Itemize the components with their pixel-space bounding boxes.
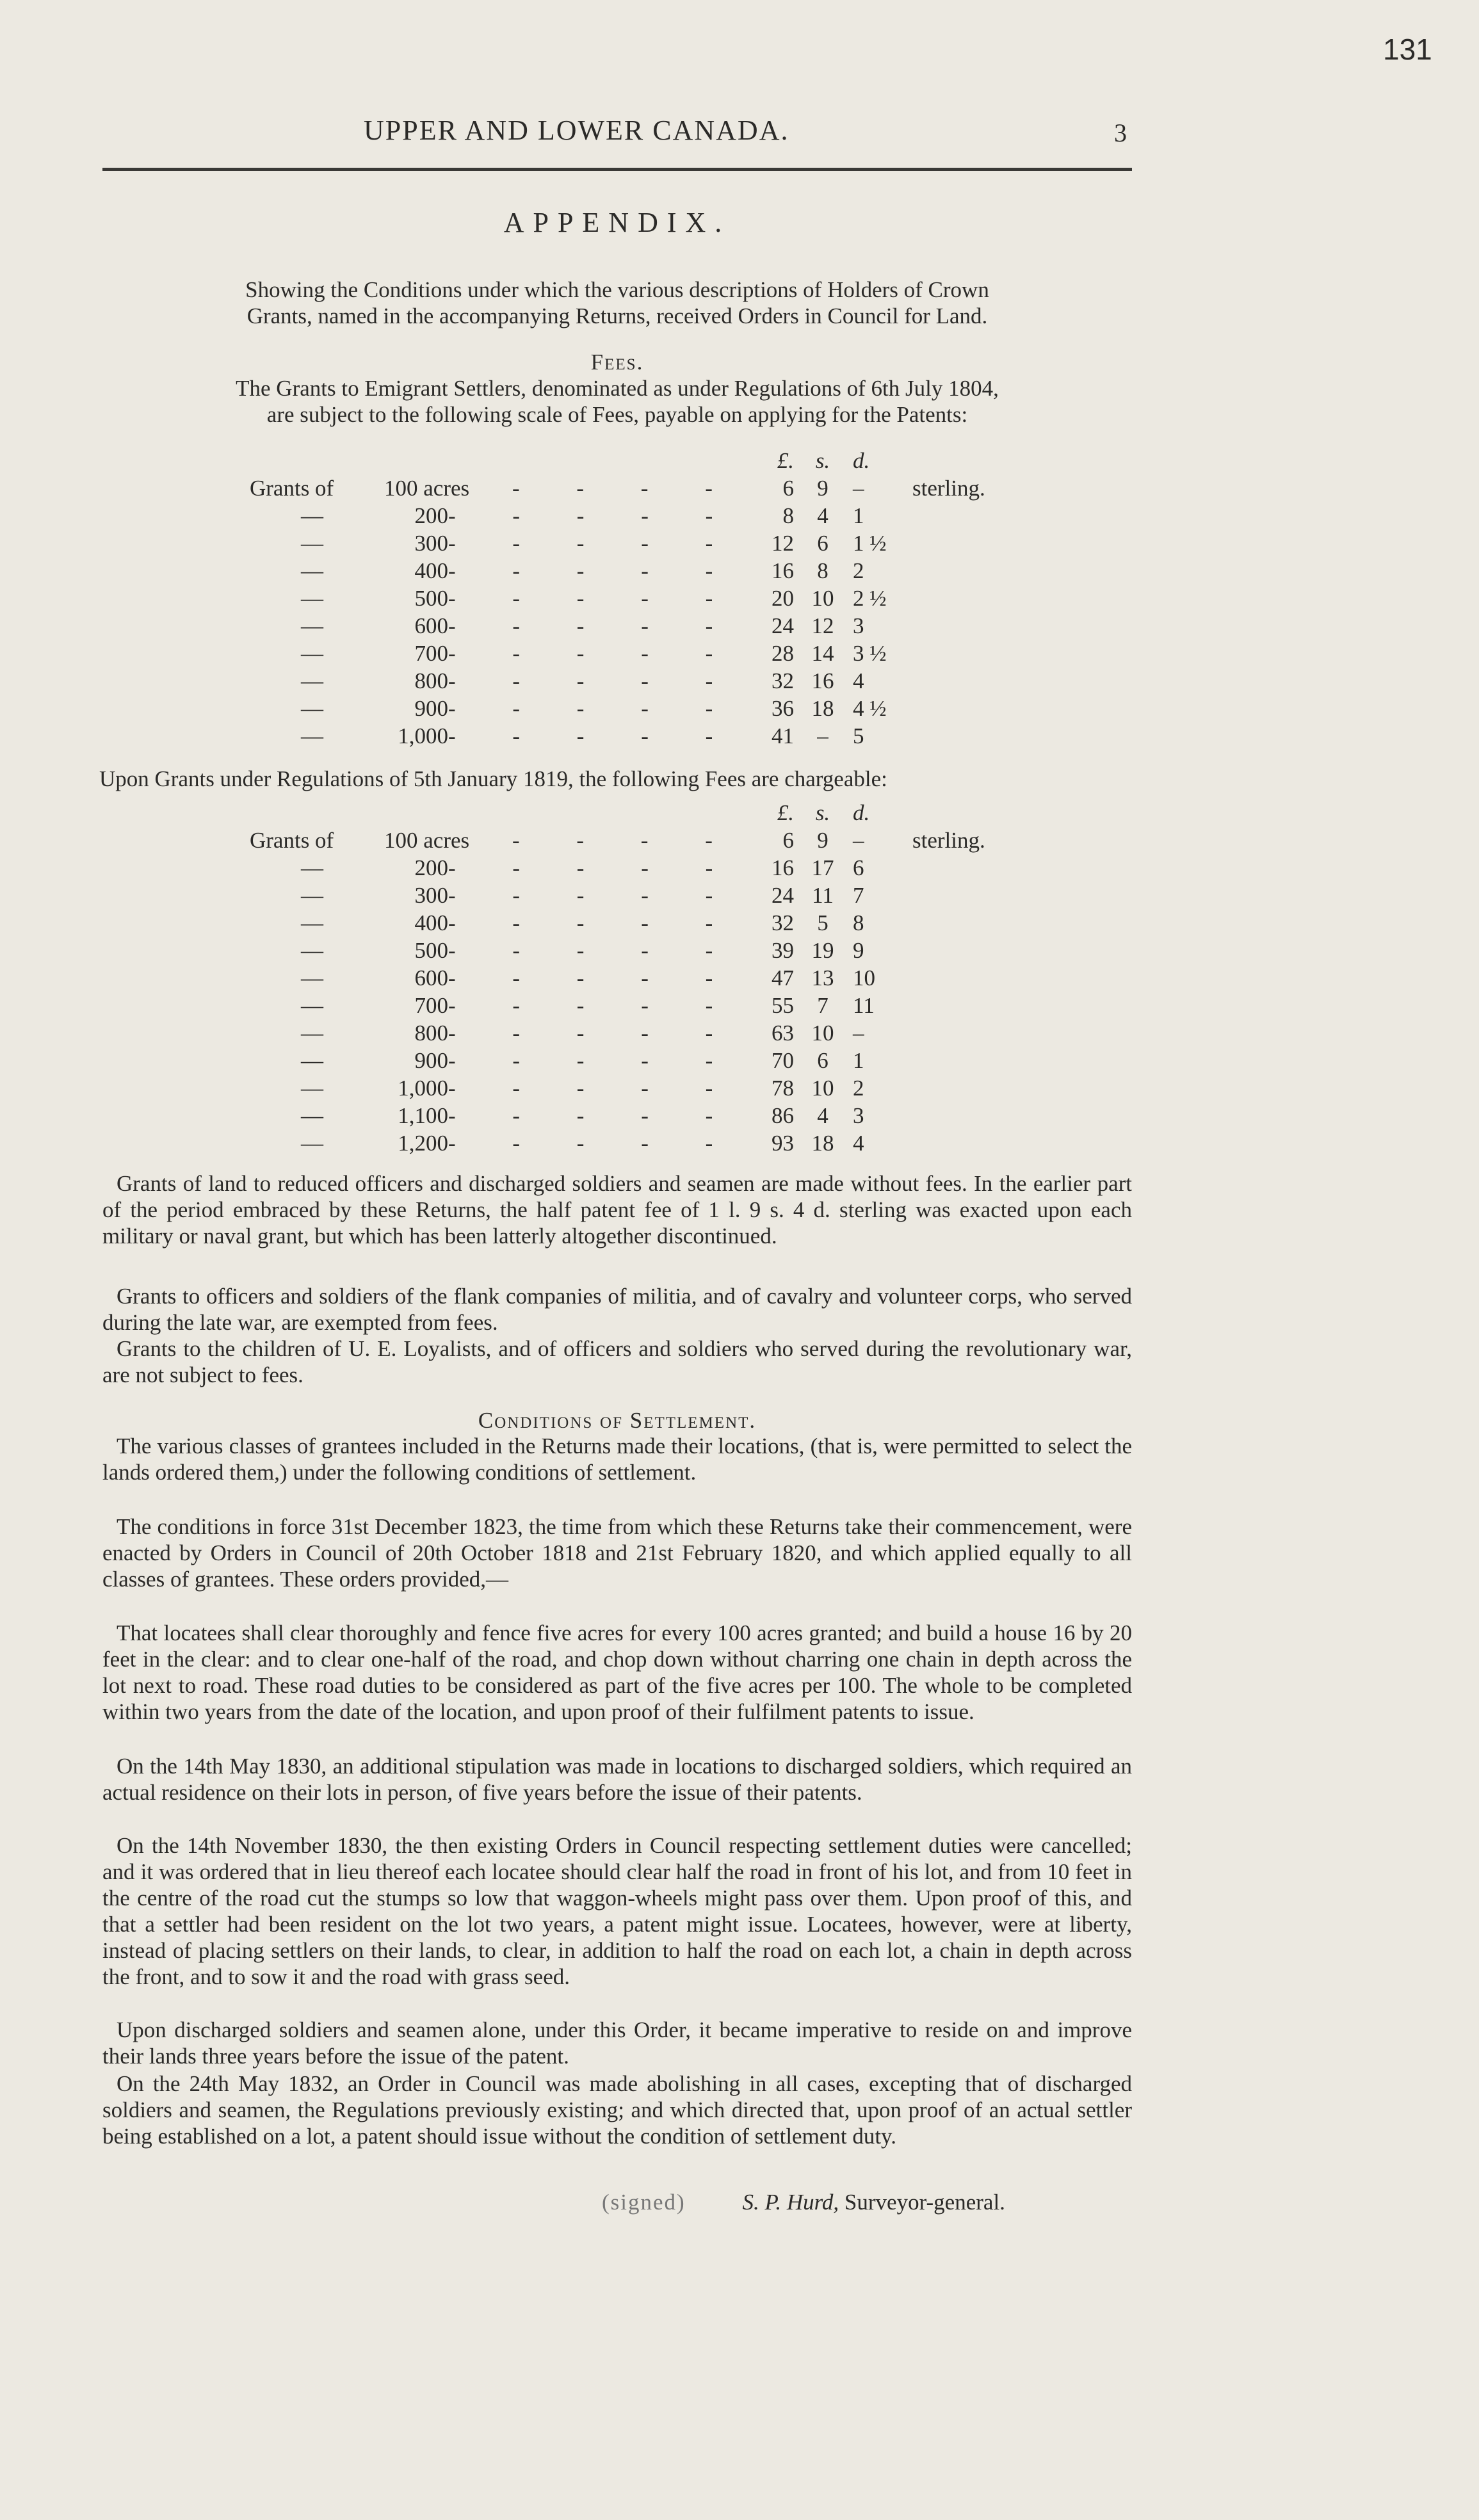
row-acres: 700: [414, 641, 448, 666]
col-pounds: £.: [777, 448, 794, 473]
fee-row: [0, 586, 1479, 613]
signatory-title: Surveyor-general.: [844, 2190, 1005, 2215]
leader-dots: - - - - -: [448, 855, 739, 880]
row-label: —: [301, 558, 323, 583]
row-acres: 500: [414, 938, 448, 963]
row-shillings: 10: [811, 1021, 834, 1046]
row-acres: 900: [414, 1048, 448, 1073]
running-title: UPPER AND LOWER CANADA.: [364, 115, 789, 146]
row-pence: 3: [853, 613, 864, 638]
row-pence: 4 ½: [853, 696, 887, 721]
fee-row: [0, 993, 1479, 1021]
fee-row: [0, 965, 1479, 993]
leader-dots: - - - - -: [448, 938, 739, 963]
fees-lead-line-2: are subject to the following scale of Fees, payable on applying for the Patents:: [266, 402, 968, 427]
row-shillings: 18: [811, 1131, 834, 1156]
row-label: —: [301, 965, 323, 990]
table-header: [0, 800, 1479, 828]
row-acres: 200: [414, 503, 448, 528]
row-label: —: [301, 1021, 323, 1046]
fee-row: [0, 883, 1479, 910]
row-pence: –: [853, 828, 864, 853]
leader-dots: - - - -: [512, 476, 738, 501]
row-label: —: [301, 993, 323, 1018]
row-pence: –: [853, 476, 864, 501]
leader-dots: - - - - -: [448, 965, 739, 990]
intro-line-2: Grants, named in the accompanying Returns, received Orders in Council for Land.: [247, 303, 988, 328]
fees-lead-2: Upon Grants under Regulations of 5th January 1819, the following Fees are chargeable:: [99, 766, 887, 791]
row-pence: 3: [853, 1103, 864, 1128]
row-pounds: 47: [772, 965, 794, 990]
row-label: —: [301, 696, 323, 721]
row-acres: 900: [414, 696, 448, 721]
row-pounds: 8: [782, 503, 794, 528]
row-shillings: 7: [817, 993, 828, 1018]
row-acres: 600: [414, 965, 448, 990]
col-pence: d.: [853, 800, 870, 825]
row-pounds: 36: [772, 696, 794, 721]
fees-paragraph: Grants to officers and soldiers of the flank companies of militia, and of cavalry and volunteer corps, who served during the late war, are exempted from fees.: [102, 1284, 1132, 1335]
row-pence: 4: [853, 1131, 864, 1156]
row-shillings: 18: [811, 696, 834, 721]
row-pence: 7: [853, 883, 864, 908]
fee-row: [0, 828, 1479, 855]
fees-paragraph: Grants to the children of U. E. Loyalists, and of officers and soldiers who served during the revolutionary war, are not subject to fees.: [102, 1336, 1132, 1387]
row-label: —: [301, 1076, 323, 1101]
fees-lead-line-1: The Grants to Emigrant Settlers, denominated as under Regulations of 6th July 1804,: [236, 376, 999, 401]
leader-dots: - - - - -: [448, 696, 739, 721]
row-label: —: [301, 1131, 323, 1156]
row-label: —: [301, 668, 323, 693]
row-acres: 100 acres: [384, 476, 470, 501]
fee-row: [0, 668, 1479, 696]
row-label: —: [301, 641, 323, 666]
fees-paragraph: Grants of land to reduced officers and discharged soldiers and seamen are made without fees. In the earlier part of the period embraced by these Returns, the half patent fee of 1 l. 9 s. 4 d. sterling was exacted upon each military or naval grant, but which has been latterly altogether discontinued.: [102, 1171, 1132, 1248]
signature: [602, 2190, 1005, 2215]
fees-heading: Fees.: [590, 350, 644, 375]
fee-row: [0, 1131, 1479, 1158]
row-pounds: 16: [772, 855, 794, 880]
leader-dots: - - - - -: [448, 641, 739, 666]
row-label: —: [301, 910, 323, 935]
row-pence: –: [853, 1021, 864, 1046]
row-acres: 700: [414, 993, 448, 1018]
fee-row: [0, 1048, 1479, 1076]
leader-dots: - - - - -: [448, 586, 739, 611]
row-shillings: 14: [811, 641, 834, 666]
row-shillings: 4: [817, 1103, 828, 1128]
row-pounds: 6: [782, 828, 794, 853]
row-pounds: 70: [772, 1048, 794, 1073]
row-label: —: [301, 1048, 323, 1073]
leader-dots: - - - - -: [448, 668, 739, 693]
row-pounds: 20: [772, 586, 794, 611]
running-page-number: 3: [1114, 118, 1127, 147]
appendix-title: APPENDIX.: [503, 207, 731, 238]
row-shillings: 6: [817, 531, 828, 556]
row-shillings: 10: [811, 586, 834, 611]
row-acres: 1,200: [398, 1131, 448, 1156]
row-label: —: [301, 938, 323, 963]
row-pounds: 86: [772, 1103, 794, 1128]
row-label: Grants of: [250, 476, 334, 501]
leader-dots: - - - - -: [448, 1076, 739, 1101]
row-pence: 9: [853, 938, 864, 963]
leader-dots: - - - - -: [448, 503, 739, 528]
col-pence: d.: [853, 448, 870, 473]
row-shillings: 9: [817, 476, 828, 501]
fee-row: [0, 641, 1479, 668]
fee-row: [0, 1076, 1479, 1103]
col-shillings: s.: [815, 448, 830, 473]
row-pence: 5: [853, 723, 864, 748]
fee-row: [0, 1021, 1479, 1048]
settlement-heading: Conditions of Settlement.: [478, 1408, 757, 1433]
fee-row: [0, 938, 1479, 965]
row-pounds: 6: [782, 476, 794, 501]
settlement-paragraph: The various classes of grantees included in the Returns made their locations, (that is, were permitted to select the lands ordered them,) under the following conditions of settlement.: [102, 1434, 1132, 1485]
row-acres: 300: [414, 883, 448, 908]
row-pounds: 41: [772, 723, 794, 748]
row-shillings: 8: [817, 558, 828, 583]
row-acres: 1,100: [398, 1103, 448, 1128]
row-shillings: 9: [817, 828, 828, 853]
row-acres: 100 acres: [384, 828, 470, 853]
row-pounds: 32: [772, 668, 794, 693]
table-header: [0, 448, 1479, 476]
row-pence: 1 ½: [853, 531, 887, 556]
row-acres: 400: [414, 558, 448, 583]
row-pence: 2 ½: [853, 586, 887, 611]
row-acres: 200: [414, 855, 448, 880]
row-shillings: –: [817, 723, 828, 748]
row-pounds: 93: [772, 1131, 794, 1156]
settlement-paragraph: On the 14th November 1830, the then existing Orders in Council respecting settlement duties were cancelled; and it was ordered that in lieu thereof each locatee should clear half the road in front of his lot, and from 10 feet in the centre of the road cut the stumps so low that waggon-wheels might pass over them. Upon proof of this, and that a settler had been resident on the lot two years, a patent might issue. Locatees, however, were at liberty, instead of placing settlers on their lands, to clear, in addition to half the road on each lot, a chain in depth across the front, and to sow it and the road with grass seed.: [102, 1833, 1132, 1989]
leader-dots: - - - - -: [448, 993, 739, 1018]
row-pounds: 12: [772, 531, 794, 556]
fee-row: [0, 476, 1479, 503]
leader-dots: - - - - -: [448, 1103, 739, 1128]
row-pounds: 24: [772, 613, 794, 638]
leader-dots: - - - - -: [448, 558, 739, 583]
fee-row: [0, 723, 1479, 751]
fee-row: [0, 613, 1479, 641]
fee-row: [0, 910, 1479, 938]
row-label: —: [301, 531, 323, 556]
settlement-paragraph: On the 14th May 1830, an additional stipulation was made in locations to discharged soldiers, which required an actual residence on their lots in person, of five years before the issue of their patents.: [102, 1754, 1132, 1805]
row-pence: 11: [853, 993, 875, 1018]
row-acres: 800: [414, 668, 448, 693]
row-shillings: 4: [817, 503, 828, 528]
row-shillings: 16: [811, 668, 834, 693]
row-label: Grants of: [250, 828, 334, 853]
row-pence: 1: [853, 503, 864, 528]
leader-dots: - - - - -: [448, 613, 739, 638]
row-note: sterling.: [912, 828, 985, 853]
row-label: —: [301, 503, 323, 528]
row-shillings: 12: [811, 613, 834, 638]
row-label: —: [301, 1103, 323, 1128]
col-shillings: s.: [815, 800, 830, 825]
row-shillings: 6: [817, 1048, 828, 1073]
row-shillings: 5: [817, 910, 828, 935]
row-pounds: 24: [772, 883, 794, 908]
row-pence: 8: [853, 910, 864, 935]
settlement-paragraph: On the 24th May 1832, an Order in Council was made abolishing in all cases, excepting that of discharged soldiers and seamen, the Regulations previously existing; and which directed that, upon proof of an actual settler being established on a lot, a patent should issue without the condition of settlement duty.: [102, 2071, 1132, 2149]
row-pounds: 63: [772, 1021, 794, 1046]
row-label: —: [301, 723, 323, 748]
row-shillings: 19: [811, 938, 834, 963]
row-label: —: [301, 586, 323, 611]
row-shillings: 17: [811, 855, 834, 880]
row-acres: 500: [414, 586, 448, 611]
leader-dots: - - - - -: [448, 1131, 739, 1156]
settlement-paragraph: That locatees shall clear thoroughly and fence five acres for every 100 acres granted; and build a house 16 by 20 feet in the clear: and to clear one-half of the road, and chop down without charring one chain in depth across the lot next to road. These road duties to be considered as part of the five acres per 100. The whole to be completed within two years from the date of the location, and upon proof of their fulfilment patents to issue.: [102, 1620, 1132, 1724]
row-pounds: 28: [772, 641, 794, 666]
row-pounds: 16: [772, 558, 794, 583]
row-acres: 600: [414, 613, 448, 638]
row-acres: 1,000: [398, 1076, 448, 1101]
row-pence: 4: [853, 668, 864, 693]
row-shillings: 11: [812, 883, 834, 908]
row-label: —: [301, 613, 323, 638]
leader-dots: - - - -: [512, 828, 738, 853]
row-label: —: [301, 883, 323, 908]
row-pounds: 78: [772, 1076, 794, 1101]
row-shillings: 13: [811, 965, 834, 990]
row-acres: 1,000: [398, 723, 448, 748]
row-pence: 6: [853, 855, 864, 880]
fee-row: [0, 855, 1479, 883]
row-pence: 10: [853, 965, 875, 990]
fee-row: [0, 1103, 1479, 1131]
row-pence: 2: [853, 1076, 864, 1101]
row-pence: 3 ½: [853, 641, 887, 666]
leader-dots: - - - - -: [448, 910, 739, 935]
row-label: —: [301, 855, 323, 880]
leader-dots: - - - - -: [448, 531, 739, 556]
intro-line-1: Showing the Conditions under which the various descriptions of Holders of Crown: [245, 277, 989, 302]
row-note: sterling.: [912, 476, 985, 501]
row-pence: 1: [853, 1048, 864, 1073]
leader-dots: - - - - -: [448, 1048, 739, 1073]
leader-dots: - - - - -: [448, 723, 739, 748]
leader-dots: - - - - -: [448, 883, 739, 908]
leader-dots: - - - - -: [448, 1021, 739, 1046]
fee-row: [0, 696, 1479, 723]
page-number: 131: [1383, 33, 1432, 66]
settlement-paragraph: Upon discharged soldiers and seamen alone, under this Order, it became imperative to reside on and improve their lands three years before the issue of the patent.: [102, 2017, 1132, 2069]
row-shillings: 10: [811, 1076, 834, 1101]
row-pounds: 55: [772, 993, 794, 1018]
row-acres: 300: [414, 531, 448, 556]
signatory-name: S. P. Hurd,: [742, 2190, 839, 2215]
settlement-paragraph: The conditions in force 31st December 1823, the time from which these Returns take their commencement, were enacted by Orders in Council of 20th October 1818 and 21st February 1820, and which applied equally to all classes of grantees. These orders provided,—: [102, 1514, 1132, 1592]
fee-row: [0, 503, 1479, 531]
header-rule: [102, 168, 1132, 171]
row-acres: 400: [414, 910, 448, 935]
row-pence: 2: [853, 558, 864, 583]
fee-row: [0, 558, 1479, 586]
signed-mark: (signed): [602, 2190, 686, 2215]
fee-row: [0, 531, 1479, 558]
running-head: [102, 114, 1132, 159]
row-acres: 800: [414, 1021, 448, 1046]
col-pounds: £.: [777, 800, 794, 825]
row-pounds: 32: [772, 910, 794, 935]
row-pounds: 39: [772, 938, 794, 963]
